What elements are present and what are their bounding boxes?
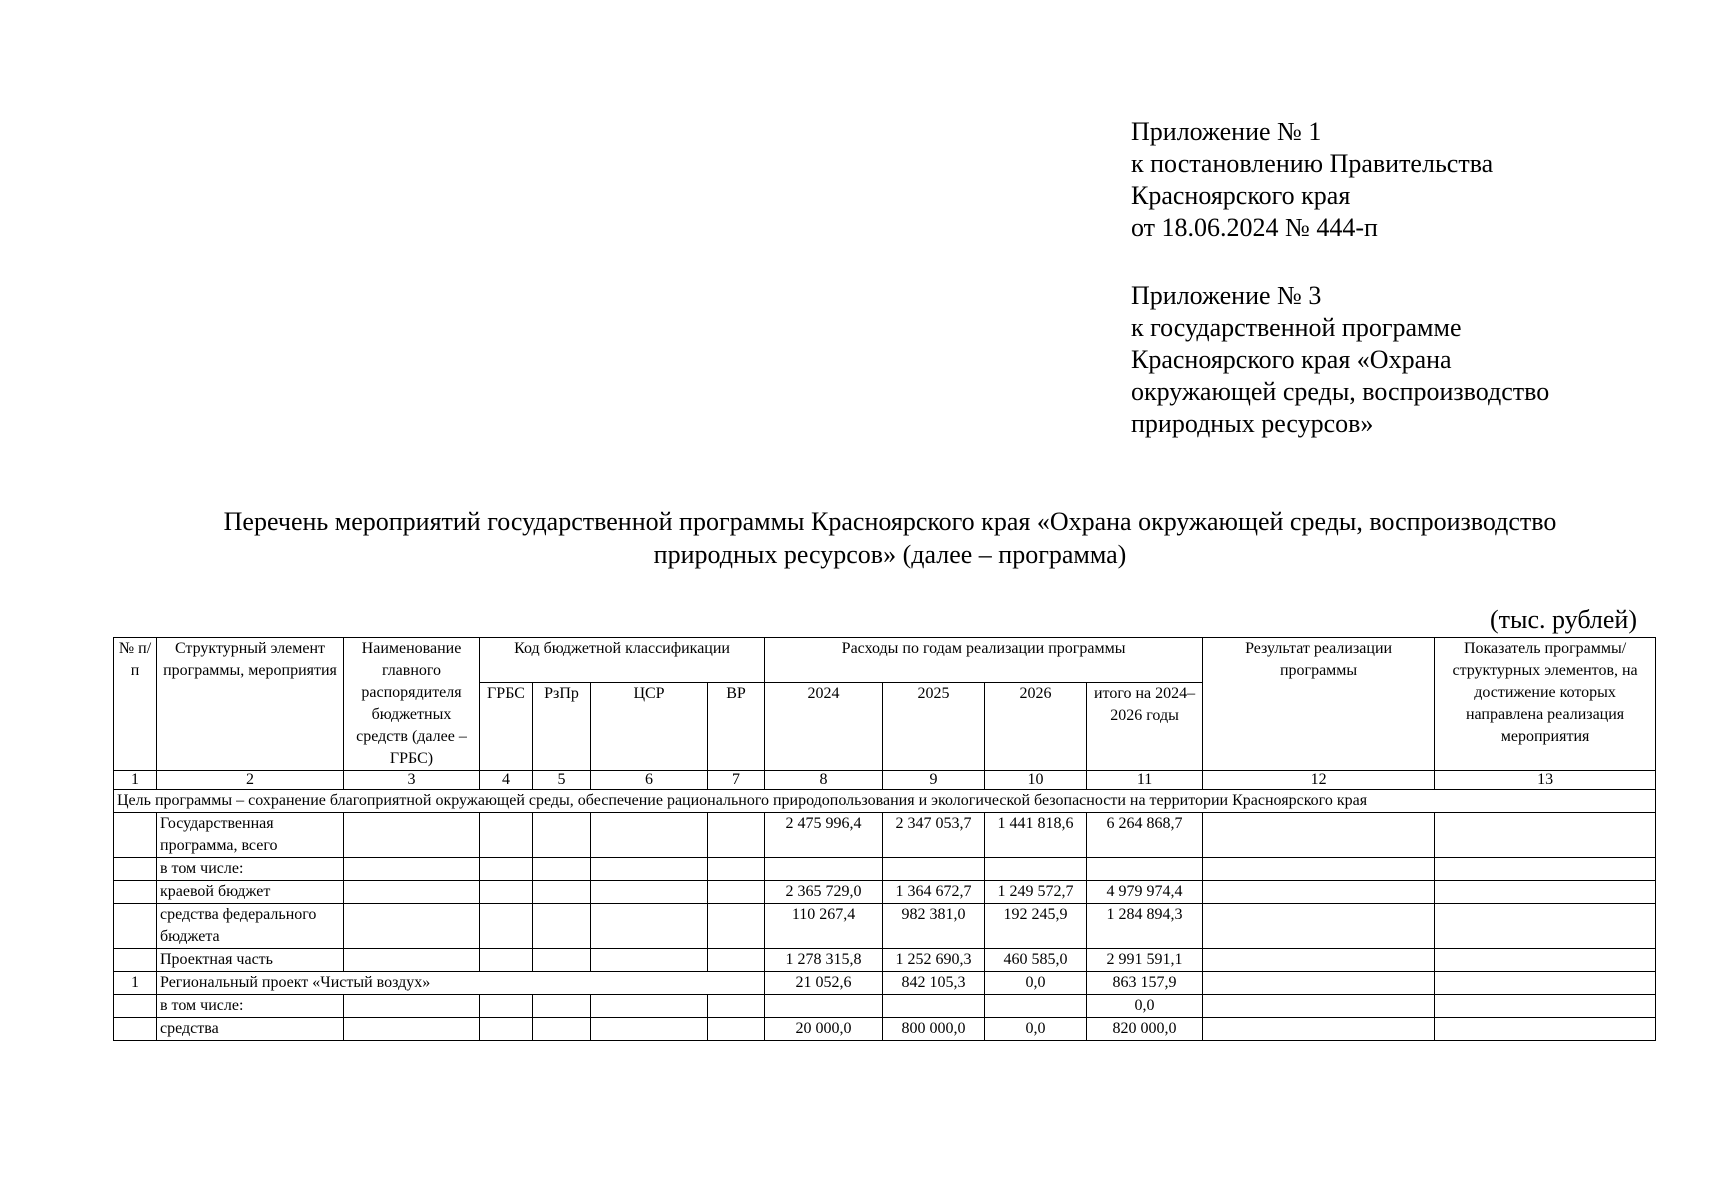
header-expenses-group: Расходы по годам реализации программы [765,638,1203,683]
header-total: итого на 2024–2026 годы [1087,682,1203,770]
empty-cell [533,995,591,1018]
row-num [114,995,157,1018]
column-number: 1 [114,771,157,790]
empty-cell [533,904,591,949]
row-2025 [883,858,985,881]
header-grbs: ГРБС [480,682,533,770]
empty-cell [344,813,480,858]
empty-cell [533,881,591,904]
appendix-3-line: Приложение № 3 [1131,281,1322,310]
empty-cell [344,949,480,972]
empty-cell [1435,1018,1656,1041]
empty-cell [480,1018,533,1041]
empty-cell [480,995,533,1018]
row-2025: 982 381,0 [883,904,985,949]
empty-cell [344,1018,480,1041]
project-name: Региональный проект «Чистый воздух» [157,972,765,995]
empty-cell [344,995,480,1018]
row-2025 [883,995,985,1018]
row-total: 4 979 974,4 [1087,881,1203,904]
row-name: средства [157,1018,344,1041]
empty-cell [1203,813,1435,858]
empty-cell [1203,858,1435,881]
empty-cell [480,858,533,881]
empty-cell [1435,881,1656,904]
header-row-1 [114,638,1656,683]
column-number: 2 [157,771,344,790]
empty-cell [1203,949,1435,972]
row-2026: 0,0 [985,972,1087,995]
appendix-1-line: к постановлению Правительства [1131,149,1494,178]
row-2025: 842 105,3 [883,972,985,995]
row-2026 [985,995,1087,1018]
project-row [114,972,1656,995]
table-row [114,881,1656,904]
measures-table [113,637,1656,1041]
row-2024 [765,995,883,1018]
document-title [100,505,1680,571]
empty-cell [480,904,533,949]
empty-cell [591,813,708,858]
empty-cell [708,881,765,904]
table-row [114,995,1656,1018]
column-number: 7 [708,771,765,790]
empty-cell [480,813,533,858]
empty-cell [708,904,765,949]
empty-cell [1435,972,1656,995]
document-title-line-1: Перечень мероприятий государственной программы Красноярского края «Охрана окружающей среды, воспроизводство [223,507,1557,536]
row-2024 [765,858,883,881]
document-title-line-2: природных ресурсов» (далее – программа) [653,540,1127,569]
column-number: 6 [591,771,708,790]
row-name: в том числе: [157,858,344,881]
row-total: 820 000,0 [1087,1018,1203,1041]
row-2024: 2 365 729,0 [765,881,883,904]
empty-cell [533,1018,591,1041]
row-total: 2 991 591,1 [1087,949,1203,972]
header-2024: 2024 [765,682,883,770]
empty-cell [533,813,591,858]
row-num [114,881,157,904]
appendix-3-block [1131,280,1549,440]
appendix-3-line: Красноярского края «Охрана [1131,345,1452,374]
row-num [114,1018,157,1041]
header-2025: 2025 [883,682,985,770]
table-row [114,904,1656,949]
empty-cell [344,881,480,904]
empty-cell [1435,949,1656,972]
units-label: (тыс. рублей) [1489,605,1637,634]
empty-cell [1435,995,1656,1018]
empty-cell [344,904,480,949]
appendix-3-line: природных ресурсов» [1131,409,1374,438]
header-rzpr: РзПр [533,682,591,770]
table-row [114,858,1656,881]
empty-cell [1203,904,1435,949]
column-number: 10 [985,771,1087,790]
empty-cell [1203,972,1435,995]
appendix-3-line: к государственной программе [1131,313,1462,342]
row-name: Государственная программа, всего [157,813,344,858]
row-2024: 1 278 315,8 [765,949,883,972]
row-total: 1 284 894,3 [1087,904,1203,949]
empty-cell [1203,881,1435,904]
table-row [114,1018,1656,1041]
row-name: в том числе: [157,995,344,1018]
appendix-1-line: Красноярского края [1131,181,1351,210]
header-vr: ВР [708,682,765,770]
column-number: 12 [1203,771,1435,790]
row-2024: 2 475 996,4 [765,813,883,858]
row-2025: 2 347 053,7 [883,813,985,858]
row-num [114,858,157,881]
empty-cell [708,995,765,1018]
empty-cell [708,858,765,881]
appendix-3-line: окружающей среды, воспроизводство [1131,377,1550,406]
row-name: краевой бюджет [157,881,344,904]
column-number: 3 [344,771,480,790]
row-total [1087,858,1203,881]
row-name: Проектная часть [157,949,344,972]
row-2025: 1 252 690,3 [883,949,985,972]
row-num [114,813,157,858]
goal-row [114,790,1656,813]
row-num [114,904,157,949]
empty-cell [708,1018,765,1041]
empty-cell [708,949,765,972]
row-total: 0,0 [1087,995,1203,1018]
empty-cell [533,949,591,972]
row-2026: 1 441 818,6 [985,813,1087,858]
header-result: Результат реализации программы [1203,638,1435,771]
empty-cell [344,858,480,881]
column-numbers-row [114,771,1656,790]
row-2026 [985,858,1087,881]
row-2025: 1 364 672,7 [883,881,985,904]
empty-cell [1203,1018,1435,1041]
empty-cell [1435,904,1656,949]
row-total: 6 264 868,7 [1087,813,1203,858]
row-2026: 460 585,0 [985,949,1087,972]
column-number: 4 [480,771,533,790]
column-number: 5 [533,771,591,790]
row-2026: 0,0 [985,1018,1087,1041]
empty-cell [1435,813,1656,858]
empty-cell [480,949,533,972]
column-number: 8 [765,771,883,790]
header-csr: ЦСР [591,682,708,770]
column-number: 13 [1435,771,1656,790]
row-2026: 192 245,9 [985,904,1087,949]
row-2026: 1 249 572,7 [985,881,1087,904]
row-total: 863 157,9 [1087,972,1203,995]
empty-cell [591,858,708,881]
table-row [114,813,1656,858]
appendix-1-line: от 18.06.2024 № 444-п [1131,213,1378,242]
appendix-1-line: Приложение № 1 [1131,117,1322,146]
empty-cell [591,995,708,1018]
empty-cell [1435,858,1656,881]
empty-cell [1203,995,1435,1018]
empty-cell [533,858,591,881]
row-num [114,949,157,972]
appendix-1-block [1131,116,1493,244]
header-code-group: Код бюджетной классификации [480,638,765,683]
row-num: 1 [114,972,157,995]
column-number: 11 [1087,771,1203,790]
empty-cell [591,1018,708,1041]
table-row [114,949,1656,972]
header-element: Структурный элемент программы, мероприятия [157,638,344,771]
program-goal: Цель программы – сохранение благоприятной окружающей среды, обеспечение рационального природопользования и экологической безопасности на территории Красноярского края [114,790,1656,813]
empty-cell [591,904,708,949]
header-grbs-name: Наименование главного распорядителя бюджетных средств (далее – ГРБС) [344,638,480,771]
empty-cell [591,949,708,972]
row-2025: 800 000,0 [883,1018,985,1041]
empty-cell [591,881,708,904]
header-num: № п/п [114,638,157,771]
row-name: средства федерального бюджета [157,904,344,949]
row-2024: 20 000,0 [765,1018,883,1041]
empty-cell [708,813,765,858]
row-2024: 21 052,6 [765,972,883,995]
header-2026: 2026 [985,682,1087,770]
row-2024: 110 267,4 [765,904,883,949]
empty-cell [480,881,533,904]
column-number: 9 [883,771,985,790]
header-indicator: Показатель программы/ структурных элементов, на достижение которых направлена реализация мероприятия [1435,638,1656,771]
